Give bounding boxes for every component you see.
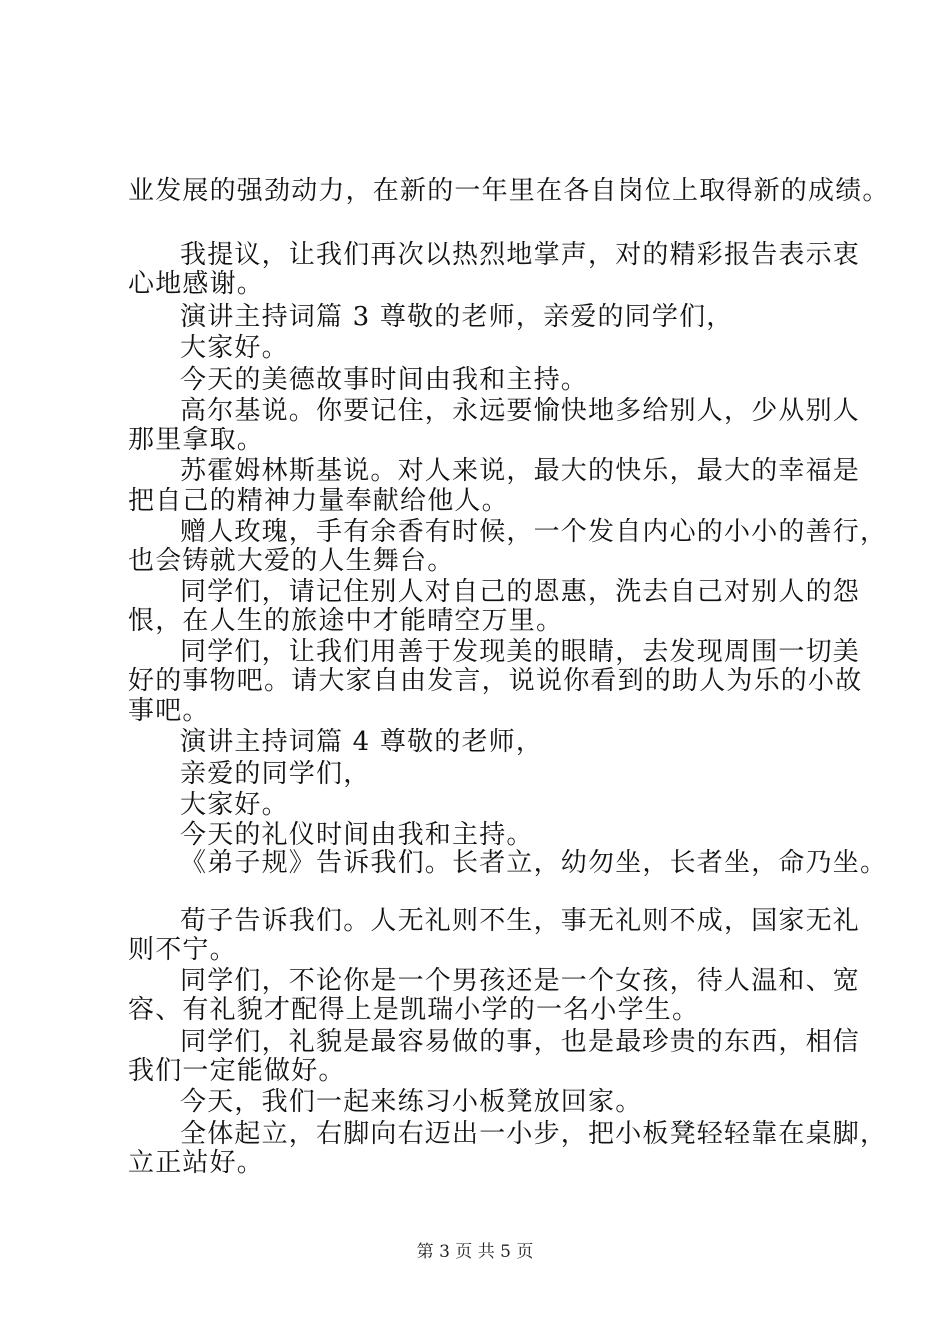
text-line: 今天，我们一起来练习小板凳放回家。: [180, 1087, 643, 1117]
text-line: 心地感谢。: [128, 269, 265, 299]
text-line: 也会铸就大爱的人生舞台。: [128, 546, 455, 576]
text-line: 容、有礼貌才配得上是凯瑞小学的一名小学生。: [128, 995, 700, 1025]
text-line: 我们一定能做好。: [128, 1056, 346, 1086]
text-line: 我提议，让我们再次以热烈地掌声，对的精彩报告表示衷: [180, 240, 861, 270]
text-line: 事吧。: [128, 696, 210, 726]
text-line: 好的事物吧。请大家自由发言，说说你看到的助人为乐的小故: [128, 666, 863, 696]
text-line: 演讲主持词篇 3 尊敬的老师，亲爱的同学们，: [180, 302, 734, 332]
text-line: 赠人玫瑰，手有余香有时候，一个发自内心的小小的善行，: [180, 517, 888, 547]
text-line: 今天的礼仪时间由我和主持。: [180, 820, 534, 850]
text-line: 今天的美德故事时间由我和主持。: [180, 365, 589, 395]
page-number-footer: 第 3 页 共 5 页: [416, 1242, 534, 1262]
text-line: 同学们，礼貌是最容易做的事，也是最珍贵的东西，相信: [180, 1027, 861, 1057]
text-line: 亲爱的同学们，: [180, 759, 371, 789]
text-line: 那里拿取。: [128, 425, 265, 455]
text-line: 同学们，请记住别人对自己的恩惠，洗去自己对别人的怨: [180, 577, 861, 607]
text-line: 全体起立，右脚向右迈出一小步，把小板凳轻轻靠在桌脚，: [180, 1119, 888, 1149]
text-line: 恨，在人生的旅途中才能晴空万里。: [128, 606, 564, 636]
text-line: 立正站好。: [128, 1148, 265, 1178]
text-line: 业发展的强劲动力，在新的一年里在各自岗位上取得新的成绩。: [128, 176, 890, 206]
text-line: 演讲主持词篇 4 尊敬的老师，: [180, 727, 544, 757]
text-line: 则不宁。: [128, 935, 237, 965]
text-line: 大家好。: [180, 790, 289, 820]
text-line: 同学们，不论你是一个男孩还是一个女孩，待人温和、宽: [180, 966, 861, 996]
text-line: 大家好。: [180, 333, 289, 363]
text-line: 《弟子规》告诉我们。长者立，幼勿坐，长者坐，命乃坐。: [180, 848, 888, 878]
text-line: 苏霍姆林斯基说。对人来说，最大的快乐，最大的幸福是: [180, 456, 861, 486]
text-line: 高尔基说。你要记住，永远要愉快地多给别人，少从别人: [180, 396, 861, 426]
text-line: 荀子告诉我们。人无礼则不生，事无礼则不成，国家无礼: [180, 906, 861, 936]
text-line: 同学们，让我们用善于发现美的眼睛，去发现周围一切美: [180, 637, 861, 667]
text-line: 把自己的精神力量奉献给他人。: [128, 486, 509, 516]
